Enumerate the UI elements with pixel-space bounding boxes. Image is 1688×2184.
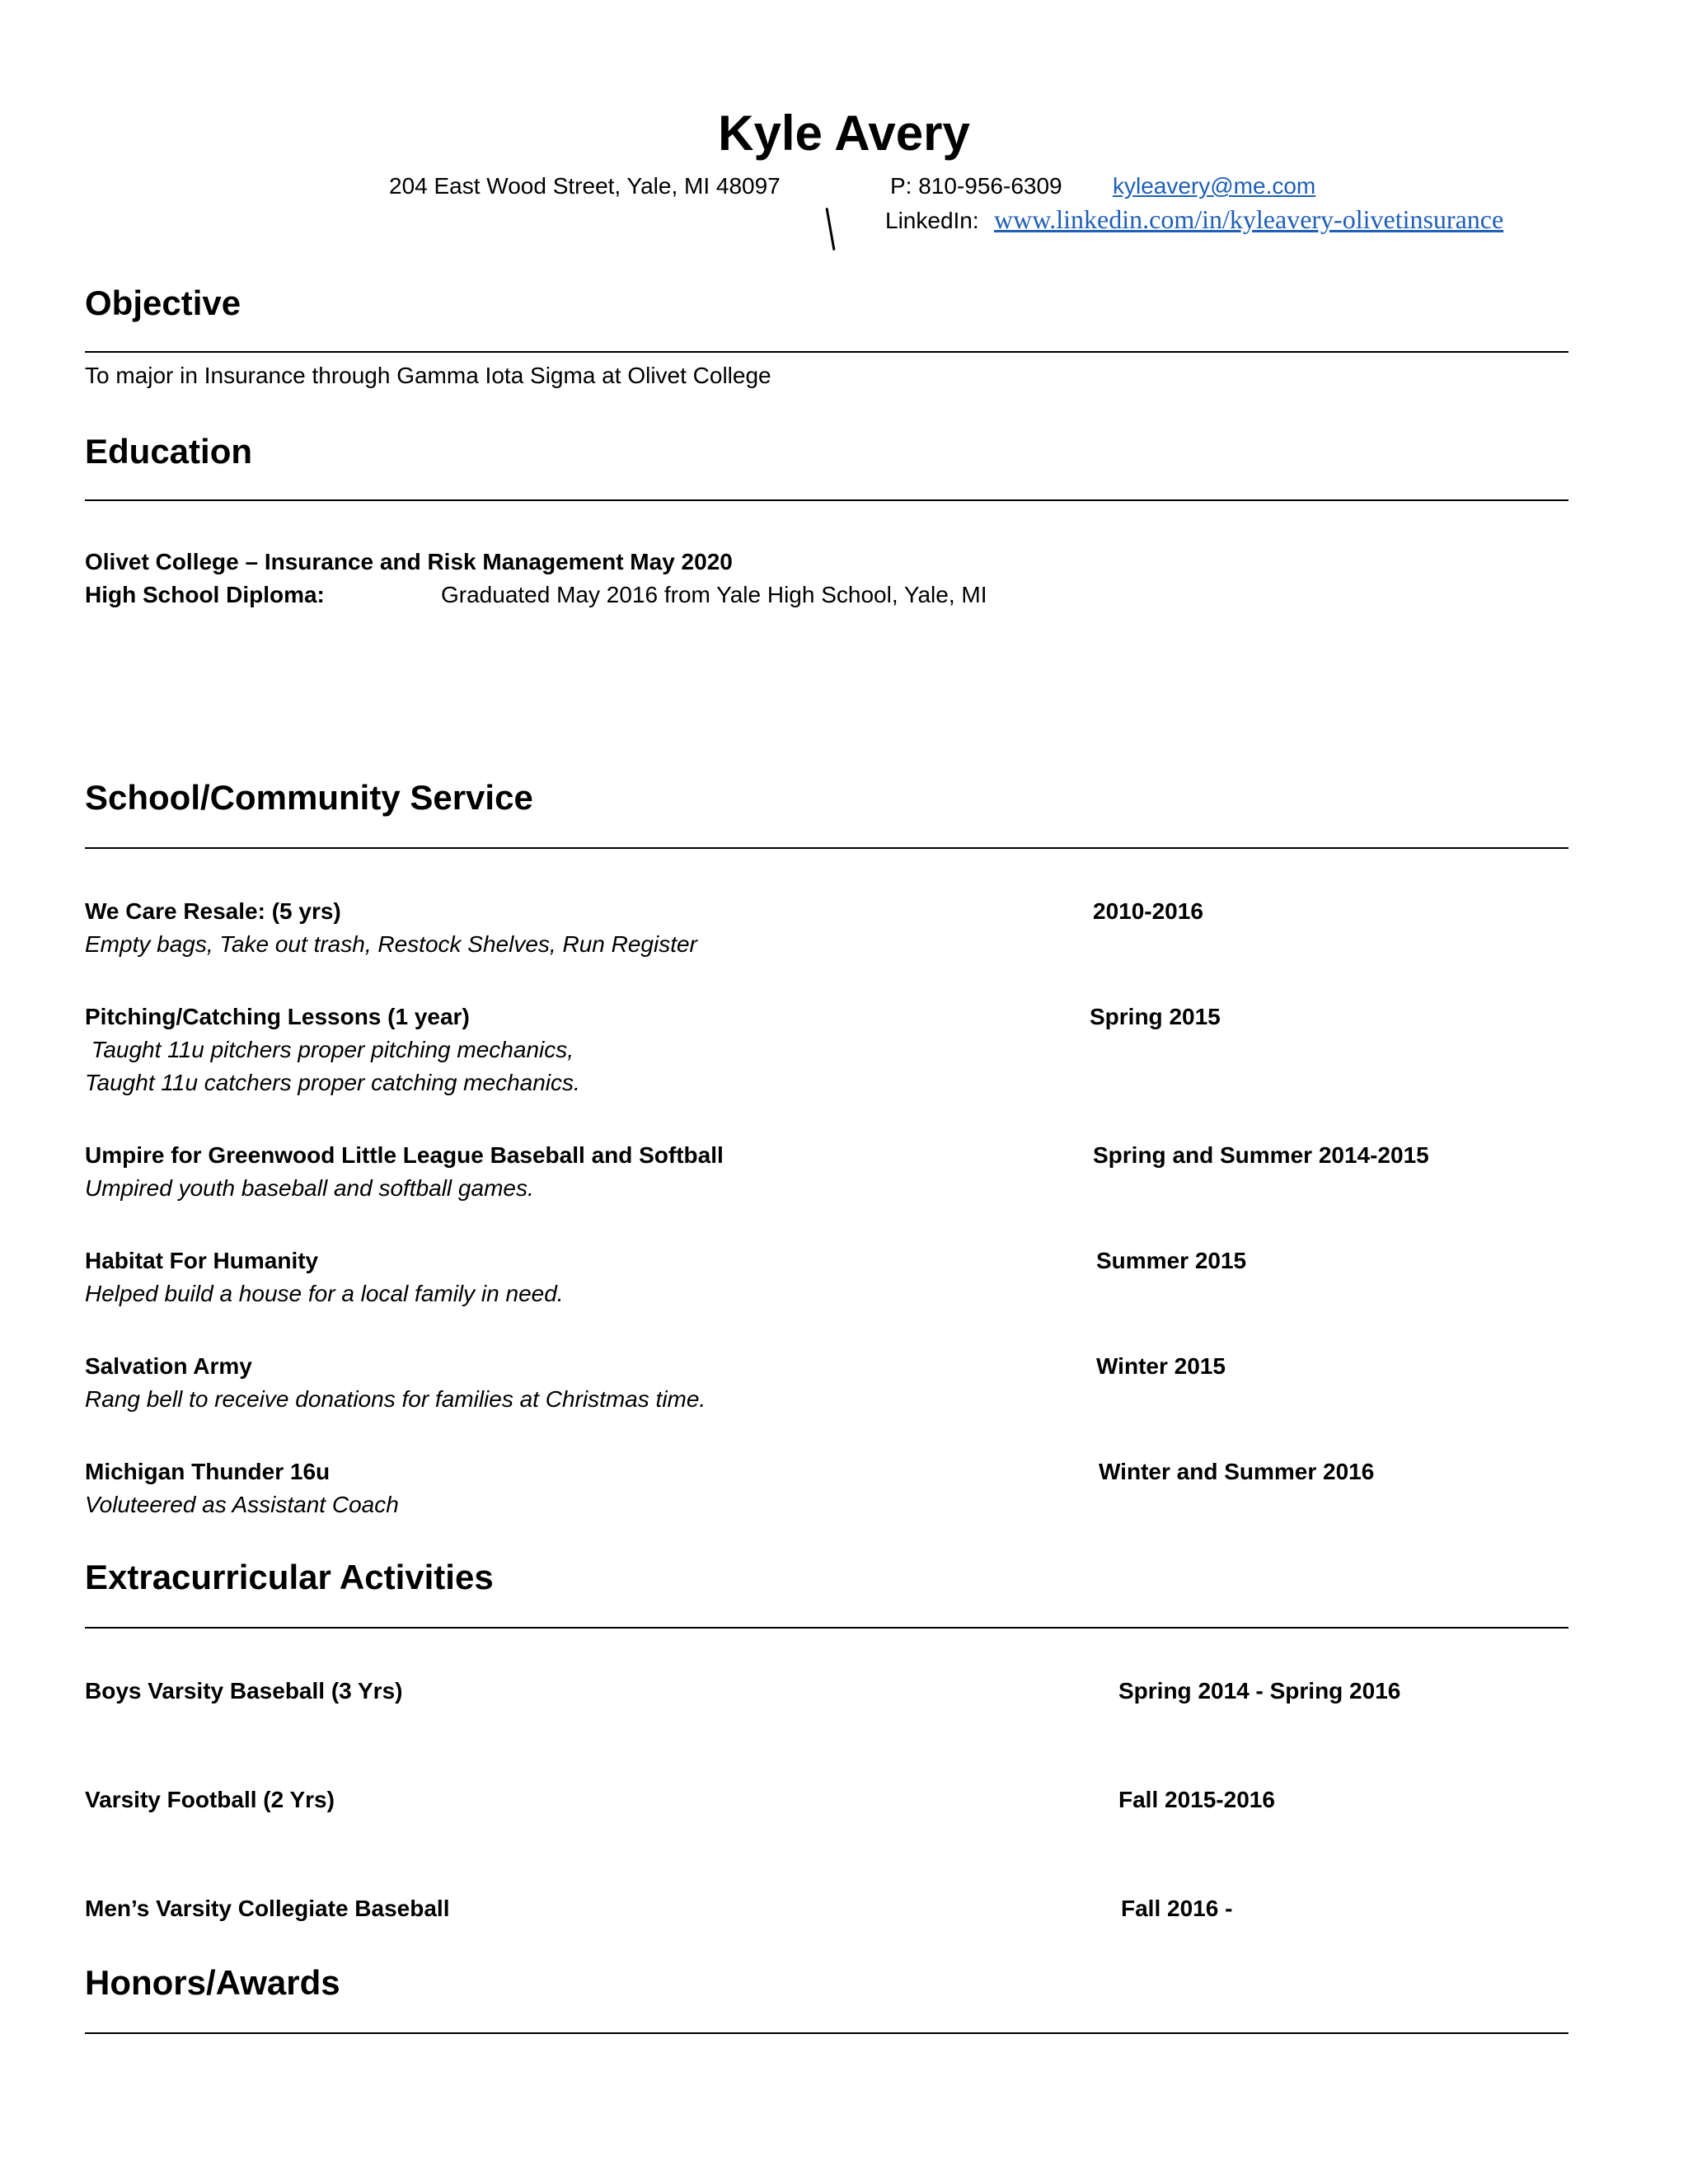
service-item-desc: Taught 11u catchers proper catching mechanics.: [85, 1070, 580, 1095]
resume-name: Kyle Avery: [718, 105, 970, 161]
section-title-objective: Objective: [85, 284, 241, 322]
contact-phone: P: 810-956-6309: [890, 173, 1062, 199]
service-item-desc: Voluteered as Assistant Coach: [85, 1492, 399, 1517]
service-item-title: We Care Resale: (5 yrs): [85, 898, 341, 924]
activity-date: Fall 2015-2016: [1118, 1787, 1275, 1812]
objective-text: To major in Insurance through Gamma Iota Sigma at Olivet College: [85, 363, 771, 388]
activity-date: Spring 2014 - Spring 2016: [1118, 1678, 1401, 1704]
service-item-desc: Rang bell to receive donations for families at Christmas time.: [85, 1386, 706, 1412]
service-item-title: Michigan Thunder 16u: [85, 1459, 331, 1484]
service-item-date: Summer 2015: [1096, 1248, 1247, 1273]
linkedin-link[interactable]: www.linkedin.com/in/kyleavery-olivetinsurance: [994, 204, 1504, 234]
service-item-desc: Taught 11u pitchers proper pitching mechanics,: [85, 1037, 574, 1062]
activity-title: Boys Varsity Baseball (3 Yrs): [85, 1678, 403, 1704]
section-title-honors: Honors/Awards: [85, 1963, 340, 2002]
education-hs-detail: Graduated May 2016 from Yale High School, Yale, MI: [441, 582, 987, 607]
education-college: Olivet College – Insurance and Risk Management May 2020: [85, 549, 733, 574]
activity-title: Men’s Varsity Collegiate Baseball: [85, 1896, 450, 1921]
service-item-desc: Empty bags, Take out trash, Restock Shelves, Run Register: [85, 931, 697, 957]
service-item-date: Winter 2015: [1096, 1353, 1226, 1379]
section-rule: [85, 1627, 1568, 1629]
service-item-date: Winter and Summer 2016: [1099, 1459, 1375, 1484]
service-item-desc: Helped build a house for a local family in need.: [85, 1281, 564, 1306]
contact-email-link[interactable]: kyleavery@me.com: [1113, 173, 1316, 199]
section-rule: [85, 499, 1568, 501]
service-item-desc: Umpired youth baseball and softball games.: [85, 1175, 534, 1201]
section-rule: [85, 847, 1568, 849]
education-hs-label: High School Diploma:: [85, 582, 325, 607]
service-item-date: 2010-2016: [1093, 898, 1203, 924]
section-rule: [85, 351, 1568, 353]
service-item-title: Pitching/Catching Lessons (1 year): [85, 1004, 470, 1029]
service-item-date: Spring 2015: [1090, 1004, 1221, 1029]
separator-mark: [826, 208, 836, 251]
section-title-extracurricular: Extracurricular Activities: [85, 1558, 494, 1596]
service-item-date: Spring and Summer 2014-2015: [1093, 1142, 1429, 1168]
section-title-education: Education: [85, 432, 253, 471]
activity-title: Varsity Football (2 Yrs): [85, 1787, 335, 1812]
service-item-title: Habitat For Humanity: [85, 1248, 319, 1273]
section-title-service: School/Community Service: [85, 778, 533, 817]
service-item-title: Umpire for Greenwood Little League Baseball and Softball: [85, 1142, 724, 1168]
activity-date: Fall 2016 -: [1121, 1896, 1233, 1921]
service-item-title: Salvation Army: [85, 1353, 252, 1379]
contact-address: 204 East Wood Street, Yale, MI 48097: [389, 173, 781, 199]
linkedin-label: LinkedIn:: [885, 208, 979, 233]
section-rule: [85, 2032, 1568, 2034]
